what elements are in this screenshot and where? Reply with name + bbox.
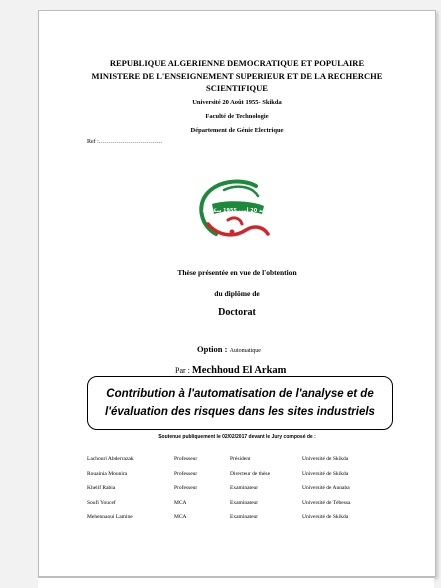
- jury-name: Mehennaoui Lamine: [87, 514, 133, 520]
- header-faculty: Faculté de Technologie: [205, 113, 269, 120]
- defense-statement: Soutenue publiquement le 02/02/2017 devant le Jury composé de :: [158, 434, 316, 440]
- jury-role: Directeur de thèse: [230, 470, 271, 477]
- jury-name: Lachouri Abderrazak: [87, 456, 134, 462]
- jury-role: Président: [230, 456, 251, 462]
- thesis-presented: Thèse présentée en vue de l'obtention: [177, 268, 297, 277]
- next-page-edge: [38, 577, 434, 588]
- thesis-title: Contribution à l'automatisation de l'analyse et de l'évaluation des risques dans les sites industriels: [105, 388, 375, 418]
- degree-intro: du diplôme de: [214, 289, 260, 298]
- viewer-background: [0, 0, 10, 581]
- header-ministry: MINISTERE DE L'ENSEIGNEMENT SUPERIEUR ET DE LA RECHERCHE: [91, 71, 383, 81]
- document-page: [38, 10, 436, 577]
- jury-rank: MCA: [174, 514, 187, 520]
- jury-role: Examinateur: [230, 514, 259, 520]
- jury-role: Examinateur: [230, 499, 259, 506]
- jury-rank: Professeur: [174, 485, 198, 491]
- jury-university: Université de Skikda: [302, 456, 349, 462]
- header-department: Département de Génie Electrique: [190, 127, 284, 134]
- author-line: [175, 365, 286, 376]
- jury-role: Examinateur: [230, 485, 259, 491]
- thesis-title-box: [87, 376, 393, 430]
- jury-rank: MCA: [174, 499, 187, 506]
- header-ministry-cont: SCIENTIFIQUE: [206, 83, 268, 93]
- option-line: [197, 344, 261, 354]
- jury-row: [87, 456, 417, 471]
- jury-university: Université de Skikda: [302, 470, 349, 477]
- by-label: Par :: [175, 366, 192, 375]
- jury-university: Université de Annaba: [302, 485, 350, 491]
- jury-name: Soufi Youcef: [87, 499, 116, 506]
- option-value: Automatique: [229, 348, 261, 354]
- jury-row: [87, 500, 417, 515]
- degree-name: Doctorat: [218, 307, 256, 318]
- jury-rank: Professeur: [174, 456, 198, 462]
- option-label: Option :: [197, 344, 230, 354]
- jury-table: [87, 456, 417, 529]
- jury-name: Rouainia Mounira: [87, 470, 128, 477]
- jury-row: [87, 471, 417, 486]
- logo-text: جامعة 20 أوت 1955 سكيكدة: [202, 208, 274, 214]
- jury-row: [87, 514, 417, 529]
- university-logo: [194, 176, 276, 246]
- header-university: Université 20 Août 1955- Skikda: [192, 99, 282, 106]
- jury-rank: Professeur: [174, 470, 198, 477]
- jury-name: Khelif Rabia: [87, 485, 116, 491]
- jury-row: [87, 485, 417, 500]
- reference-field: Ref :…………………………..: [87, 139, 162, 145]
- header-republic: REPUBLIQUE ALGERIENNE DEMOCRATIQUE ET POPULAIRE: [109, 58, 365, 68]
- jury-university: Université de Skikda: [302, 514, 349, 520]
- jury-university: Université de Tébessa: [302, 499, 351, 506]
- author-name: Mechhoud El Arkam: [191, 365, 287, 376]
